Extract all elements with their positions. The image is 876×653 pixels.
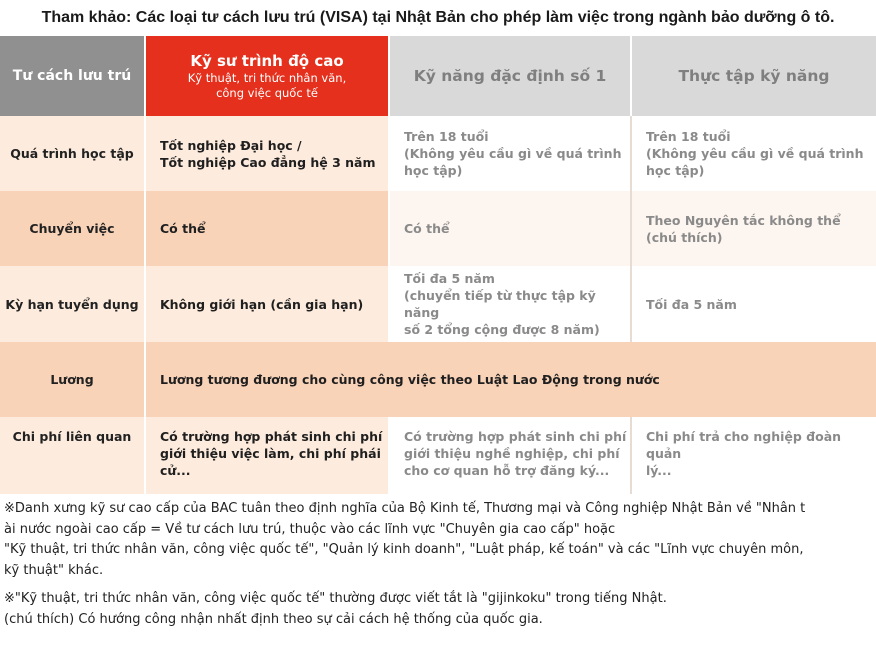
header-highly-skilled-subtitle: Kỹ thuật, tri thức nhân văn, công việc quốc tế xyxy=(187,71,347,100)
footnotes xyxy=(4,499,874,630)
cell-term-intern: Tối đa 5 năm xyxy=(632,266,876,342)
cell-education-intern: Trên 18 tuổi (Không yêu cầu gì về quá trình học tập) xyxy=(632,116,876,191)
cell-job-change-specified: Có thể xyxy=(390,191,630,266)
cell-costs-intern: Chi phí trả cho nghiệp đoàn quản lý... xyxy=(632,417,876,494)
footnote-gijinkoku: ※"Kỹ thuật, tri thức nhân văn, công việc quốc tế" thường được viết tắt là "gijinkoku" trong tiếng Nhật. xyxy=(4,591,667,606)
header-highly-skilled-engineer xyxy=(146,36,388,116)
column-divider xyxy=(630,116,632,342)
row-label-job-change: Chuyển việc xyxy=(0,191,144,266)
cell-job-change-engineer: Có thể xyxy=(146,191,388,266)
footnote-line: kỹ thuật" khác. xyxy=(4,562,104,578)
column-divider xyxy=(144,116,146,494)
cell-education-engineer: Tốt nghiệp Đại học / Tốt nghiệp Cao đẳng hệ 3 năm xyxy=(146,116,388,191)
header-residence-status: Tư cách lưu trú xyxy=(0,36,144,116)
cell-education-specified: Trên 18 tuổi (Không yêu cầu gì về quá trình học tập) xyxy=(390,116,630,191)
cell-costs-engineer: Có trường hợp phát sinh chi phí giới thiệu việc làm, chi phí phái cử... xyxy=(146,417,388,494)
page-title: Tham khảo: Các loại tư cách lưu trú (VISA) tại Nhật Bản cho phép làm việc trong ngành bảo dưỡng ô tô. xyxy=(41,9,835,26)
column-divider xyxy=(388,116,390,342)
footnote-line: ※Danh xưng kỹ sư cao cấp của BAC tuân theo định nghĩa của Bộ Kinh tế, Thương mại và Công nghiệp Nhật Bản về "Nhân t xyxy=(4,501,806,516)
cell-term-engineer: Không giới hạn (cần gia hạn) xyxy=(146,266,388,342)
header-technical-intern: Thực tập kỹ năng xyxy=(632,36,876,116)
footnote-line: "Kỹ thuật, tri thức nhân văn, công việc quốc tế", "Quản lý kinh doanh", "Luật pháp, kế toán" và các "Lĩnh vực chuyên môn, xyxy=(4,542,804,557)
cell-costs-specified: Có trường hợp phát sinh chi phí giới thiệu nghề nghiệp, chi phí cho cơ quan hỗ trợ đăng ký... xyxy=(390,417,630,494)
cell-salary-merged: Lương tương đương cho cùng công việc theo Luật Lao Động trong nước xyxy=(146,342,876,417)
column-divider xyxy=(388,417,390,494)
row-label-salary: Lương xyxy=(0,342,144,417)
column-divider xyxy=(630,417,632,494)
cell-term-specified: Tối đa 5 năm (chuyển tiếp từ thực tập kỹ năng số 2 tổng cộng được 8 năm) xyxy=(390,266,630,342)
visa-comparison-table xyxy=(0,36,876,494)
footnote-line: ài nước ngoài cao cấp = Về tư cách lưu trú, thuộc vào các lĩnh vực "Chuyên gia cao cấp" hoặc xyxy=(4,521,616,537)
header-highly-skilled-title: Kỹ sư trình độ cao xyxy=(190,52,344,70)
row-label-employment-term: Kỳ hạn tuyển dụng xyxy=(0,266,144,342)
row-label-education: Quá trình học tập xyxy=(0,116,144,191)
row-label-related-costs: Chi phí liên quan xyxy=(0,417,144,494)
header-specified-skilled-worker: Kỹ năng đặc định số 1 xyxy=(390,36,630,116)
footnote-remark: (chú thích) Có hướng công nhận nhất định theo sự cải cách hệ thống của quốc gia. xyxy=(4,611,543,627)
cell-job-change-intern: Theo Nguyên tắc không thể (chú thích) xyxy=(632,191,876,266)
